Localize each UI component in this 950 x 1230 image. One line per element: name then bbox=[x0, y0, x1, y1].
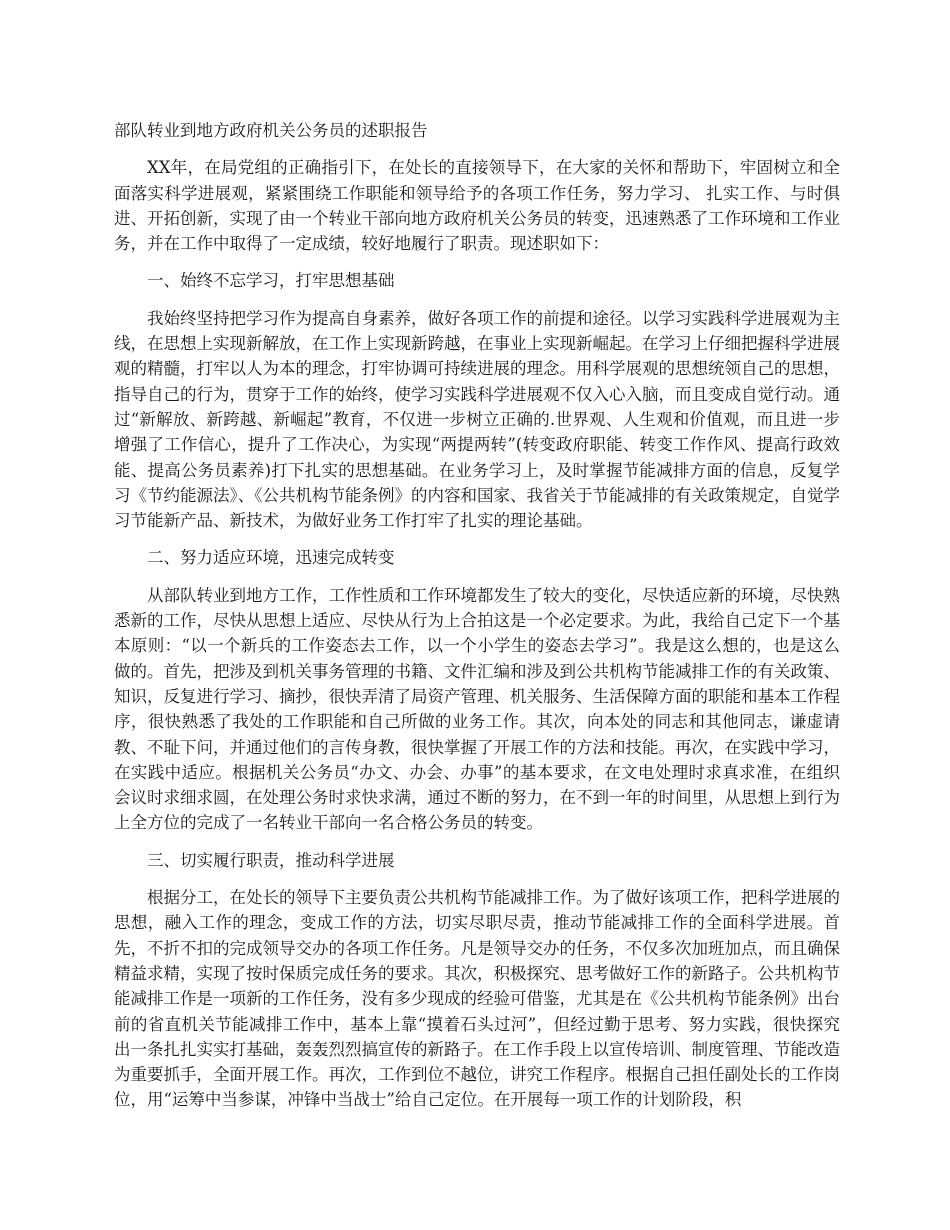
document-page bbox=[114, 118, 840, 1125]
section-2-paragraph: 从部队转业到地方工作，工作性质和工作环境都发生了较大的变化，尽快适应新的环境，尽快熟悉新的工作，尽快从思想上适应、尽快从行为上合拍这是一个必定要求。为此，我给自己定下一个基本原则：“以一个新兵的工作姿态去工作，以一个小学生的姿态去学习”。我是这么想的，也是这么做的。首先，把涉及到机关事务管理的书籍、文件汇编和涉及到公共机构节能减排工作的有关政策、知识，反复进行学习、摘抄，很快弄清了局资产管理、机关服务、生活保障方面的职能和基本工作程序，很快熟悉了我处的工作职能和自己所做的业务工作。其次，向本处的同志和其他同志，谦虚请教、不耻下问，并通过他们的言传身教，很快掌握了开展工作的方法和技能。再次，在实践中学习，在实践中适应。根据机关公务员“办文、办会、办事”的基本要求，在文电处理时求真求准，在组织会议时求细求圆，在处理公务时求快求满，通过不断的努力，在不到一年的时间里，从思想上到行为上全方位的完成了一名转业干部向一名合格公务员的转变。 bbox=[114, 585, 840, 833]
intro-paragraph: XX年，在局党组的正确指引下，在处长的直接领导下，在大家的关怀和帮助下，牢固树立和全面落实科学进展观，紧紧围绕工作职能和领导给予的各项工作任务，努力学习、 扎实工作、与时俱进、开拓创新，实现了由一个转业干部向地方政府机关公务员的转变，迅速熟悉了工作环境和工作业务，并在工作中取得了一定成绩，较好地履行了职责。现述职如下： bbox=[114, 158, 840, 254]
section-3-paragraph: 根据分工，在处长的领导下主要负责公共机构节能减排工作。为了做好该项工作，把科学进展的思想，融入工作的理念，变成工作的方法，切实尽职尽责，推动节能减排工作的全面科学进展。首先，不折不扣的完成领导交办的各项工作任务。凡是领导交办的任务，不仅多次加班加点，而且确保精益求精，实现了按时保质完成任务的要求。其次，积极探究、思考做好工作的新路子。公共机构节能减排工作是一项新的工作任务，没有多少现成的经验可借鉴，尤其是在《公共机构节能条例》出台前的省直机关节能减排工作中，基本上靠“摸着石头过河”，但经过勤于思考、努力实践，很快探究出一条扎扎实实打基础，轰轰烈烈搞宣传的新路子。在工作手段上以宣传培训、制度管理、节能改造为重要抓手，全面开展工作。再次，工作到位不越位，讲究工作程序。根据自己担任副处长的工作岗位，用“运筹中当参谋，冲锋中当战士”给自己定位。在开展每一项工作的计划阶段，积 bbox=[114, 888, 840, 1110]
section-2-heading: 二、努力适应环境，迅速完成转变 bbox=[147, 548, 395, 568]
section-1-paragraph: 我始终坚持把学习作为提高自身素养，做好各项工作的前提和途径。以学习实践科学进展观为主线，在思想上实现新解放，在工作上实现新跨越，在事业上实现新崛起。在学习上仔细把握科学进展观的精髓，打牢以人为本的理念，打牢协调可持续进展的理念。用科学展观的思想统领自己的思想，指导自己的行为，贯穿于工作的始终，使学习实践科学进展观不仅入心入脑，而且变成自觉行动。通过“新解放、新跨越、新崛起”教育，不仅进一步树立正确的.世界观、人生观和价值观，而且进一步增强了工作信心，提升了工作决心，为实现“两提两转”(转变政府职能、转变工作作风、提高行政效能、提高公务员素养)打下扎实的思想基础。在业务学习上，及时掌握节能减排方面的信息，反复学习《节约能源法》、《公共机构节能条例》的内容和国家、我省关于节能减排的有关政策规定，自觉学习节能新产品、新技术，为做好业务工作打牢了扎实的理论基础。 bbox=[114, 308, 840, 531]
section-3-heading: 三、切实履行职责，推动科学进展 bbox=[147, 850, 395, 870]
document-title: 部队转业到地方政府机关公务员的述职报告 bbox=[114, 121, 428, 140]
section-1-heading: 一、始终不忘学习，打牢思想基础 bbox=[147, 271, 395, 291]
